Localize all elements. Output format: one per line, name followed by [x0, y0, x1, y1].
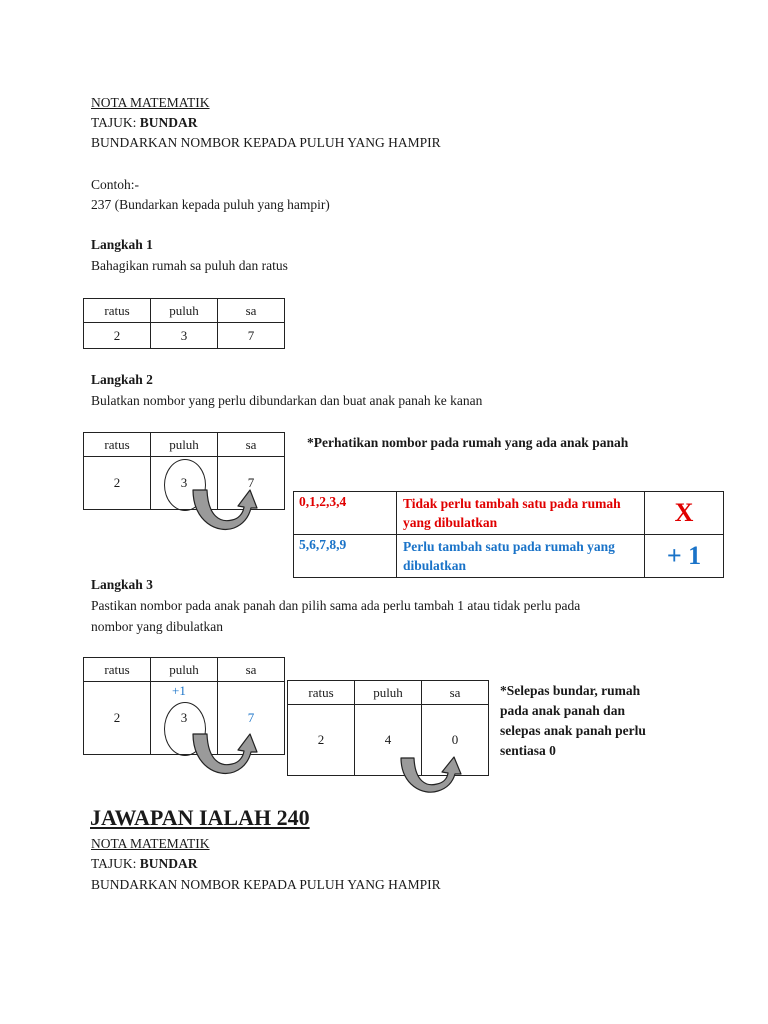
col-header-sa: sa [422, 681, 489, 705]
step3-note-line: selepas anak panah perlu [500, 723, 646, 738]
step2-desc: Bulatkan nombor yang perlu dibundarkan dan buat anak panah ke kanan [91, 393, 483, 408]
cell-sa: 7 [218, 323, 285, 349]
step1-desc: Bahagikan rumah sa puluh dan ratus [91, 258, 288, 273]
step3-note-line: *Selepas bundar, rumah [500, 683, 641, 698]
col-header-ratus: ratus [288, 681, 355, 705]
rule-symbol-x: X [645, 492, 724, 535]
cell-sa: 7 [218, 682, 285, 755]
cell-sa: 0 [422, 705, 489, 776]
footer-topic-label: TAJUK: [91, 856, 137, 871]
cell-puluh: 3 [151, 457, 218, 510]
col-header-puluh: puluh [151, 299, 218, 323]
rule-symbol-plus: + 1 [645, 535, 724, 578]
rule-table [293, 491, 724, 578]
cell-sa: 7 [218, 457, 285, 510]
step1-title: Langkah 1 [91, 237, 153, 252]
cell-puluh: 4 [355, 705, 422, 776]
col-header-sa: sa [218, 658, 285, 682]
footer-topic-value: BUNDAR [139, 856, 198, 871]
step3-note [500, 681, 646, 761]
topic-label: TAJUK: [91, 115, 137, 130]
col-header-ratus: ratus [84, 433, 151, 457]
page-subtitle: BUNDARKAN NOMBOR KEPADA PULUH YANG HAMPIR [91, 135, 441, 150]
col-header-ratus: ratus [84, 658, 151, 682]
topic-value: BUNDAR [139, 115, 198, 130]
col-header-sa: sa [218, 433, 285, 457]
col-header-puluh: puluh [151, 658, 218, 682]
footer-subtitle: BUNDARKAN NOMBOR KEPADA PULUH YANG HAMPIR [91, 877, 441, 892]
footer-topic-line [91, 856, 198, 872]
cell-puluh: 3 [151, 682, 218, 755]
topic-line [91, 115, 198, 131]
cell-ratus: 2 [84, 682, 151, 755]
plus-one-label: +1 [172, 683, 186, 698]
step2-title: Langkah 2 [91, 372, 153, 387]
cell-puluh: 3 [151, 323, 218, 349]
col-header-puluh: puluh [151, 433, 218, 457]
footer-title: NOTA MATEMATIK [91, 836, 210, 851]
cell-ratus: 2 [84, 457, 151, 510]
curved-arrow-icon [398, 755, 474, 799]
page-title: NOTA MATEMATIK [91, 95, 210, 110]
cell-ratus: 2 [84, 323, 151, 349]
cell-ratus: 2 [288, 705, 355, 776]
rule-text-high: Perlu tambah satu pada rumah yang dibulatkan [397, 535, 645, 578]
col-header-sa: sa [218, 299, 285, 323]
rule-digits-low: 0,1,2,3,4 [294, 492, 397, 535]
rule-digits-high: 5,6,7,8,9 [294, 535, 397, 578]
step2-note: *Perhatikan nombor pada rumah yang ada anak panah [307, 435, 629, 450]
answer-heading: JAWAPAN IALAH 240 [90, 805, 310, 830]
rule-text-low: Tidak perlu tambah satu pada rumah yang dibulatkan [397, 492, 645, 535]
step1-table [83, 298, 285, 349]
step3-title: Langkah 3 [91, 577, 153, 592]
step3-note-line: pada anak panah dan [500, 703, 625, 718]
col-header-ratus: ratus [84, 299, 151, 323]
step3-note-line: sentiasa 0 [500, 743, 556, 758]
curved-arrow-icon [190, 486, 270, 538]
example-text: 237 (Bundarkan kepada puluh yang hampir) [91, 197, 330, 212]
example-label: Contoh:- [91, 177, 140, 192]
step3-desc-line2: nombor yang dibulatkan [91, 619, 223, 634]
col-header-puluh: puluh [355, 681, 422, 705]
step3-desc-line1: Pastikan nombor pada anak panah dan pilih sama ada perlu tambah 1 atau tidak perlu pada [91, 598, 581, 613]
curved-arrow-icon [190, 730, 270, 782]
